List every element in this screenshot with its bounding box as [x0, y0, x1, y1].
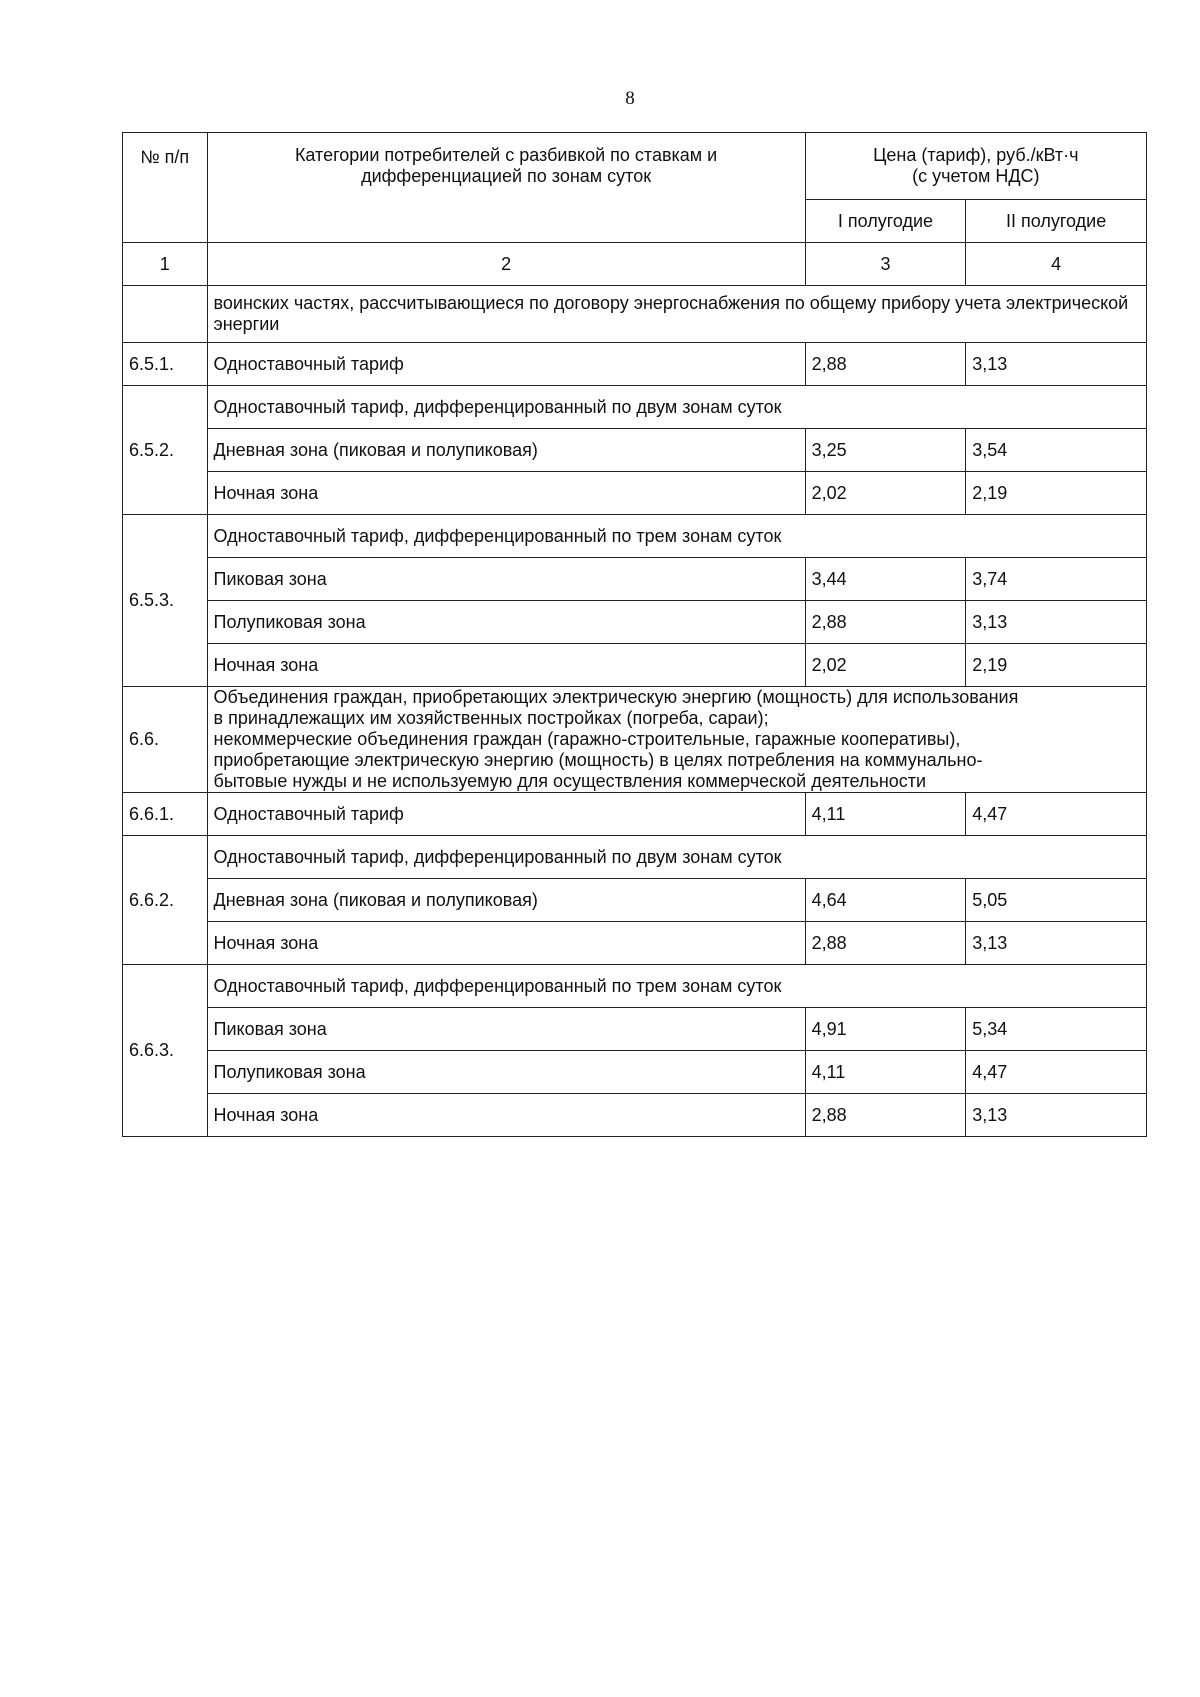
- table-row: [123, 386, 1147, 429]
- table-row: [123, 601, 1147, 644]
- row-price-h2: 3,74: [966, 558, 1147, 601]
- tariff-table: [122, 132, 1147, 1137]
- row-label: Ночная зона: [207, 644, 805, 687]
- header-col-no: № п/п: [123, 133, 208, 243]
- row-label: Пиковая зона: [207, 558, 805, 601]
- row-price-h2: 3,13: [966, 1094, 1147, 1137]
- description-line: в принадлежащих им хозяйственных постройках (погреба, сараи);: [213, 708, 769, 728]
- row-number: 6.5.2.: [123, 386, 208, 515]
- row-price-h2: 4,47: [966, 1051, 1147, 1094]
- row-price-h1: 4,64: [805, 879, 966, 922]
- row-number: 6.6.: [123, 687, 208, 793]
- row-label: Одноставочный тариф: [207, 343, 805, 386]
- table-row: [123, 429, 1147, 472]
- row-price-h2: 4,47: [966, 793, 1147, 836]
- continuation-text: воинских частях, рассчитывающиеся по договору энергоснабжения по общему прибору учета электрической энергии: [207, 286, 1146, 343]
- row-price-h2: 3,54: [966, 429, 1147, 472]
- row-price-h1: 2,88: [805, 601, 966, 644]
- table-row: [123, 1051, 1147, 1094]
- row-price-h2: 2,19: [966, 472, 1147, 515]
- header-row: [123, 133, 1147, 200]
- row-label: Одноставочный тариф, дифференцированный по двум зонам суток: [207, 836, 1146, 879]
- row-label: Ночная зона: [207, 922, 805, 965]
- column-numbers-row: [123, 243, 1147, 286]
- header-half2: II полугодие: [966, 200, 1147, 243]
- header-half1: I полугодие: [805, 200, 966, 243]
- table-row: [123, 836, 1147, 879]
- description-line: некоммерческие объединения граждан (гаражно-строительные, гаражные кооперативы),: [213, 729, 961, 749]
- row-number: 6.6.3.: [123, 965, 208, 1137]
- row-label: Дневная зона (пиковая и полупиковая): [207, 429, 805, 472]
- row-price-h2: 5,34: [966, 1008, 1147, 1051]
- row-price-h2: 3,13: [966, 922, 1147, 965]
- table-row: [123, 922, 1147, 965]
- row-label: Дневная зона (пиковая и полупиковая): [207, 879, 805, 922]
- col-number-3: 3: [805, 243, 966, 286]
- row-number: 6.6.2.: [123, 836, 208, 965]
- row-number: 6.6.1.: [123, 793, 208, 836]
- header-col-price: [805, 133, 1146, 200]
- table-row: [123, 1008, 1147, 1051]
- table-row: [123, 965, 1147, 1008]
- col-number-4: 4: [966, 243, 1147, 286]
- col-number-1: 1: [123, 243, 208, 286]
- header-price-line2: (с учетом НДС): [912, 166, 1040, 186]
- row-label: Ночная зона: [207, 472, 805, 515]
- table-row: [123, 558, 1147, 601]
- description-line: бытовые нужды и не используемую для осуществления коммерческой деятельности: [213, 771, 927, 791]
- row-label: Одноставочный тариф: [207, 793, 805, 836]
- row-price-h1: 3,25: [805, 429, 966, 472]
- row-price-h2: 3,13: [966, 601, 1147, 644]
- table-row: [123, 687, 1147, 793]
- row-number: 6.5.3.: [123, 515, 208, 687]
- row-price-h1: 4,11: [805, 1051, 966, 1094]
- row-label: Пиковая зона: [207, 1008, 805, 1051]
- page-number: 8: [625, 88, 635, 109]
- row-price-h1: 4,91: [805, 1008, 966, 1051]
- row-description: [207, 687, 1146, 793]
- continuation-row: [123, 286, 1147, 343]
- table-row: [123, 1094, 1147, 1137]
- header-price-line1: Цена (тариф), руб./кВт·ч: [873, 145, 1079, 165]
- col-number-2: 2: [207, 243, 805, 286]
- row-price-h1: 3,44: [805, 558, 966, 601]
- table-row: [123, 879, 1147, 922]
- row-price-h2: 2,19: [966, 644, 1147, 687]
- row-label: Ночная зона: [207, 1094, 805, 1137]
- row-price-h1: 2,88: [805, 1094, 966, 1137]
- header-col-category: Категории потребителей с разбивкой по ставкам и дифференциацией по зонам суток: [207, 133, 805, 243]
- table-row: [123, 515, 1147, 558]
- row-label: Одноставочный тариф, дифференцированный по двум зонам суток: [207, 386, 1146, 429]
- description-line: приобретающие электрическую энергию (мощность) в целях потребления на коммунально-: [213, 750, 983, 770]
- row-price-h1: 4,11: [805, 793, 966, 836]
- row-label: Полупиковая зона: [207, 601, 805, 644]
- table-row: [123, 472, 1147, 515]
- description-line: Объединения граждан, приобретающих электрическую энергию (мощность) для использования: [213, 687, 1019, 707]
- row-price-h1: 2,88: [805, 922, 966, 965]
- row-price-h1: 2,02: [805, 472, 966, 515]
- row-price-h1: 2,88: [805, 343, 966, 386]
- row-price-h2: 5,05: [966, 879, 1147, 922]
- row-price-h2: 3,13: [966, 343, 1147, 386]
- table-row: [123, 644, 1147, 687]
- continuation-no: [123, 286, 208, 343]
- row-label: Полупиковая зона: [207, 1051, 805, 1094]
- table-row: [123, 343, 1147, 386]
- row-price-h1: 2,02: [805, 644, 966, 687]
- row-number: 6.5.1.: [123, 343, 208, 386]
- row-label: Одноставочный тариф, дифференцированный по трем зонам суток: [207, 965, 1146, 1008]
- row-label: Одноставочный тариф, дифференцированный по трем зонам суток: [207, 515, 1146, 558]
- table-row: [123, 793, 1147, 836]
